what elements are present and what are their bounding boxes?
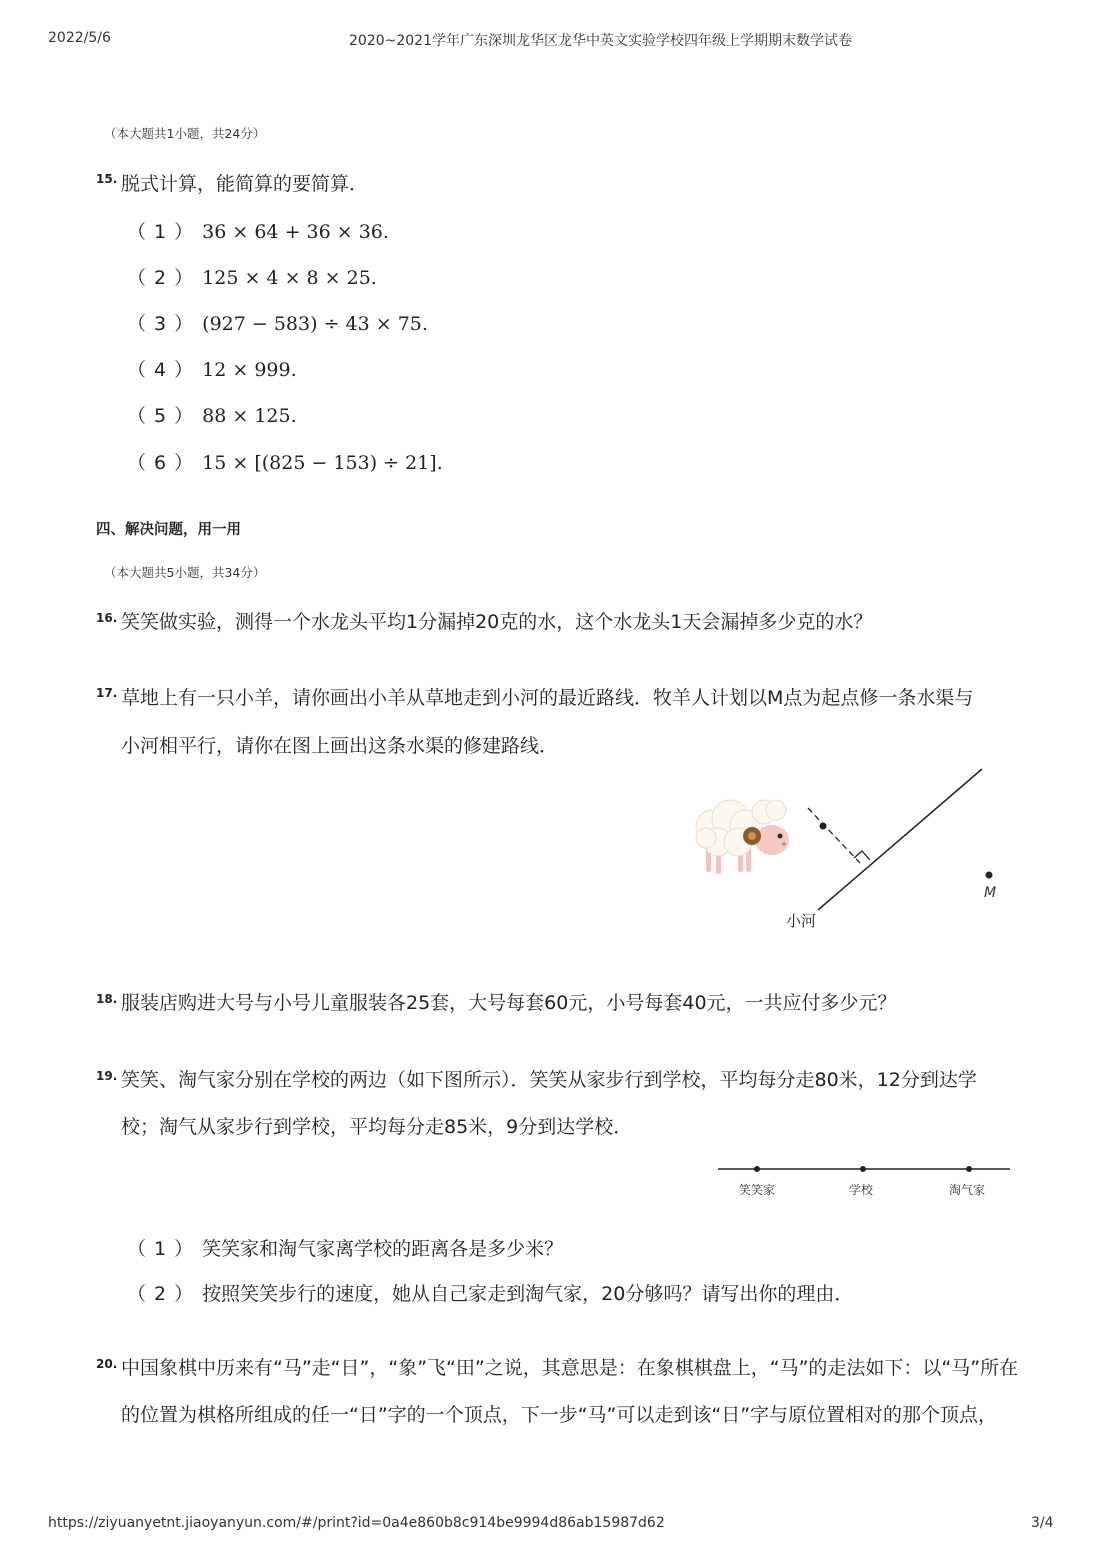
q15-item-1 — [127, 217, 389, 244]
section-note: （本大题共1小题，共24分） — [104, 126, 266, 141]
question-number-18: 18. — [96, 992, 118, 1006]
sheep-point — [820, 823, 827, 830]
item-text: 笑笑家和淘气家离学校的距离各是多少米？ — [202, 1238, 564, 1260]
item-label: （ 6 ） — [127, 452, 195, 474]
item-expression: 36 × 64 + 36 × 36. — [202, 221, 389, 243]
taoqi-home-point — [966, 1166, 972, 1172]
question-20-text-line2: 的位置为棋格所组成的任一“日”字的一个顶点，下一步“马”可以走到该“日”字与原位置相对的那个顶点， — [121, 1404, 998, 1426]
taoqi-home-label: 淘气家 — [948, 1183, 986, 1197]
question-15-text: 脱式计算，能简算的要简算． — [121, 173, 369, 195]
point-m — [986, 872, 993, 879]
river-label: 小河 — [786, 912, 817, 930]
q19-sub-2 — [127, 1279, 853, 1306]
item-label: （ 1 ） — [127, 221, 195, 243]
q15-item-3 — [127, 309, 428, 336]
section-title: 四、解决问题，用一用 — [96, 522, 241, 538]
item-label: （ 1 ） — [127, 1238, 195, 1260]
q19-figure — [710, 1158, 1020, 1203]
question-18-text: 服装店购进大号与小号儿童服装各25套，大号每套60元，小号每套40元，一共应付多少元？ — [121, 992, 897, 1014]
section-note: （本大题共5小题，共34分） — [104, 565, 266, 580]
item-label: （ 4 ） — [127, 359, 195, 381]
river-line — [818, 769, 982, 910]
item-text: 按照笑笑步行的速度，她从自己家走到淘气家，20分够吗？请写出你的理由． — [202, 1283, 854, 1305]
document-title: 2020~2021学年广东深圳龙华区龙华中英文实验学校四年级上学期期末数学试卷 — [349, 33, 852, 49]
question-20-text-line1: 中国象棋中历来有“马”走“日”，“象”飞“田”之说，其意思是：在象棋棋盘上，“马”的走法如下：以“马”所在 — [121, 1357, 1019, 1379]
point-m-label: M — [984, 885, 997, 901]
print-date: 2022/5/6 — [48, 30, 111, 46]
question-17-text-line2: 小河相平行，请你在图上画出这条水渠的修建路线． — [121, 735, 559, 757]
q17-figure — [680, 760, 1040, 940]
question-19-text-line2: 校；淘气从家步行到学校，平均每分走85米，9分到达学校． — [121, 1116, 633, 1138]
dashed-line — [808, 808, 860, 863]
item-label: （ 2 ） — [127, 1283, 195, 1305]
item-expression: 88 × 125. — [202, 405, 297, 427]
item-label: （ 3 ） — [127, 313, 195, 335]
q15-item-5 — [127, 401, 297, 428]
q19-sub-1 — [127, 1234, 563, 1261]
xiaoxiao-home-point — [754, 1166, 760, 1172]
item-expression: (927 − 583) ÷ 43 × 75. — [202, 313, 428, 335]
q15-item-6 — [127, 448, 443, 475]
sheep-icon — [696, 800, 789, 874]
question-number-15: 15. — [96, 172, 118, 186]
page-url: https://ziyuanyetnt.jiaoyanyun.com/#/print?id=0a4e860b8c914be9994d86ab15987d62 — [48, 1515, 665, 1531]
item-expression: 12 × 999. — [202, 359, 297, 381]
question-number-19: 19. — [96, 1069, 118, 1083]
question-16-text: 笑笑做实验，测得一个水龙头平均1分漏掉20克的水，这个水龙头1天会漏掉多少克的水？ — [121, 611, 873, 633]
q15-item-4 — [127, 355, 297, 382]
question-17-text-line1: 草地上有一只小羊，请你画出小羊从草地走到小河的最近路线．牧羊人计划以M点为起点修一条水渠与 — [121, 687, 974, 709]
item-expression: 125 × 4 × 8 × 25. — [202, 267, 377, 289]
item-label: （ 5 ） — [127, 405, 195, 427]
question-number-17: 17. — [96, 686, 118, 700]
question-number-20: 20. — [96, 1357, 118, 1371]
page-number: 3/4 — [1031, 1515, 1054, 1531]
school-point — [860, 1166, 866, 1172]
xiaoxiao-home-label: 笑笑家 — [738, 1183, 776, 1197]
question-19-text-line1: 笑笑、淘气家分别在学校的两边（如下图所示）．笑笑从家步行到学校，平均每分走80米，12分到达学 — [121, 1069, 977, 1091]
school-label: 学校 — [848, 1183, 874, 1197]
q15-item-2 — [127, 263, 377, 290]
item-label: （ 2 ） — [127, 267, 195, 289]
question-number-16: 16. — [96, 611, 118, 625]
item-expression: 15 × [(825 − 153) ÷ 21]. — [202, 452, 443, 474]
